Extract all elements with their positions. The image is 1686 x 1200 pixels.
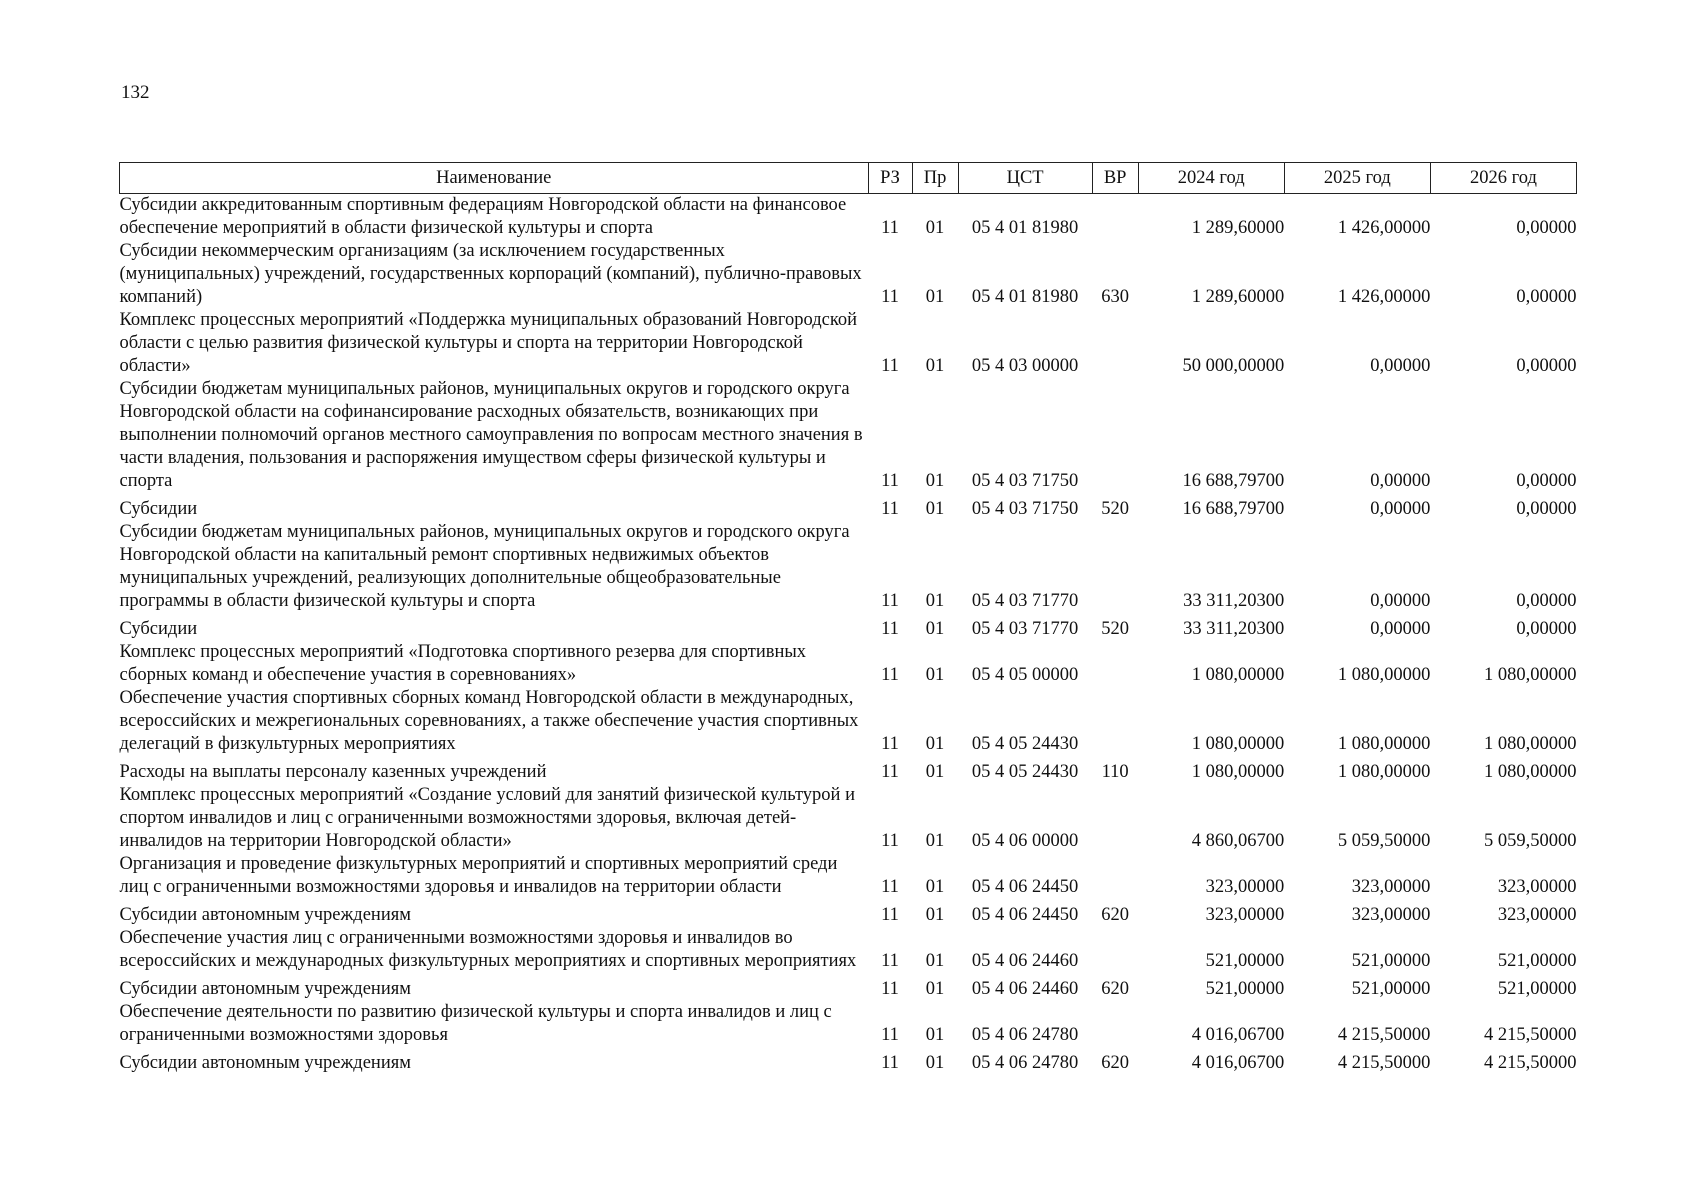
row-2026: 0,00000: [1516, 471, 1577, 491]
row-vr: [1092, 853, 1138, 899]
row-2024: 1 289,60000: [1191, 218, 1285, 238]
header-2024: 2024 год: [1138, 163, 1284, 194]
table-row: [120, 853, 1577, 899]
row-2025: 1 080,00000: [1337, 762, 1431, 782]
row-vr: [1092, 784, 1138, 853]
table-row: [120, 194, 1577, 241]
row-rz: 11: [881, 831, 899, 851]
row-2025: 0,00000: [1370, 619, 1431, 639]
row-pr: 01: [925, 287, 945, 307]
row-pr: 01: [925, 1025, 945, 1045]
row-pr: 01: [925, 591, 945, 611]
row-2025: 4 215,50000: [1337, 1025, 1431, 1045]
row-rz: 11: [881, 1025, 899, 1045]
table-row: [120, 687, 1577, 756]
row-2026: 4 215,50000: [1484, 1025, 1577, 1045]
row-name: Субсидии бюджетам муниципальных районов, муниципальных округов и городского округа Новгородской области на софинансирование расходных обязательств, возникающих при выполнении полномочий органов местного самоуправления по вопросам местного значения в части владения, пользования и распоряжения имуществом сферы физической культуры и спорта: [119, 379, 863, 491]
row-2025: 0,00000: [1370, 471, 1431, 491]
row-2024: 50 000,00000: [1182, 356, 1285, 376]
row-vr: [1092, 521, 1138, 613]
row-cst: 05 4 03 71770: [971, 591, 1079, 611]
row-2024: 323,00000: [1205, 877, 1285, 897]
header-2026: 2026 год: [1430, 163, 1576, 194]
row-vr: [1092, 378, 1138, 493]
row-cst: 05 4 03 00000: [971, 356, 1079, 376]
row-cst: 05 4 03 71750: [971, 471, 1079, 491]
row-rz: 11: [881, 1053, 899, 1073]
row-cst: 05 4 01 81980: [971, 287, 1079, 307]
row-vr: 620: [1101, 979, 1130, 999]
row-pr: 01: [925, 905, 945, 925]
row-2024: 1 080,00000: [1191, 734, 1285, 754]
row-pr: 01: [925, 499, 945, 519]
row-vr: 620: [1101, 1053, 1130, 1073]
row-vr: [1092, 927, 1138, 973]
page-number: 132: [121, 82, 150, 103]
row-2026: 0,00000: [1516, 287, 1577, 307]
row-name: Расходы на выплаты персоналу казенных учреждений: [119, 762, 547, 782]
row-2025: 0,00000: [1370, 499, 1431, 519]
row-2026: 5 059,50000: [1484, 831, 1577, 851]
row-cst: 05 4 06 00000: [971, 831, 1079, 851]
row-rz: 11: [881, 734, 899, 754]
row-2024: 4 016,06700: [1191, 1053, 1285, 1073]
row-name: Комплекс процессных мероприятий «Поддержка муниципальных образований Новгородской области с целью развития физической культуры и спорта на территории Новгородской области»: [119, 310, 858, 376]
row-2025: 323,00000: [1351, 877, 1431, 897]
row-cst: 05 4 03 71770: [971, 619, 1079, 639]
row-rz: 11: [881, 951, 899, 971]
row-2024: 521,00000: [1205, 979, 1285, 999]
row-pr: 01: [925, 734, 945, 754]
row-2025: 5 059,50000: [1337, 831, 1431, 851]
row-2024: 323,00000: [1205, 905, 1285, 925]
row-2026: 1 080,00000: [1484, 665, 1577, 685]
row-2025: 521,00000: [1351, 951, 1431, 971]
table-row: [120, 1047, 1577, 1075]
row-name: Организация и проведение физкультурных мероприятий и спортивных мероприятий среди лиц с ограниченными возможностями здоровья и инвалидов на территории области: [119, 854, 838, 897]
row-cst: 05 4 03 71750: [971, 499, 1079, 519]
header-name: Наименование: [120, 163, 869, 194]
row-rz: 11: [881, 499, 899, 519]
row-2025: 1 426,00000: [1337, 287, 1431, 307]
row-cst: 05 4 01 81980: [971, 218, 1079, 238]
row-cst: 05 4 06 24460: [971, 951, 1079, 971]
row-pr: 01: [925, 877, 945, 897]
table-row: [120, 240, 1577, 309]
row-pr: 01: [925, 665, 945, 685]
row-name: Субсидии бюджетам муниципальных районов, муниципальных округов и городского округа Новгородской области на капитальный ремонт спортивных недвижимых объектов муниципальных учреждений, реализующих дополнительные общеобразовательные программы в области физической культуры и спорта: [119, 522, 850, 611]
header-cst: ЦСТ: [958, 163, 1092, 194]
row-2024: 16 688,79700: [1182, 471, 1285, 491]
row-name: Обеспечение деятельности по развитию физической культуры и спорта инвалидов и лиц с ограниченными возможностями здоровья: [119, 1002, 832, 1045]
row-pr: 01: [925, 218, 945, 238]
row-vr: [1092, 687, 1138, 756]
row-rz: 11: [881, 905, 899, 925]
row-name: Субсидии: [119, 499, 198, 519]
row-2026: 0,00000: [1516, 619, 1577, 639]
row-2026: 521,00000: [1497, 979, 1577, 999]
row-2026: 0,00000: [1516, 218, 1577, 238]
row-cst: 05 4 06 24450: [971, 877, 1079, 897]
row-pr: 01: [925, 762, 945, 782]
table-body: [120, 194, 1577, 1076]
row-2024: 4 016,06700: [1191, 1025, 1285, 1045]
row-name: Обеспечение участия спортивных сборных команд Новгородской области в международных, всероссийских и межрегиональных соревнованиях, а также обеспечение участия спортивных делегаций в физкультурных мероприятиях: [119, 688, 859, 754]
row-rz: 11: [881, 356, 899, 376]
row-pr: 01: [925, 619, 945, 639]
row-rz: 11: [881, 471, 899, 491]
row-rz: 11: [881, 877, 899, 897]
row-vr: 520: [1101, 619, 1130, 639]
row-2025: 1 426,00000: [1337, 218, 1431, 238]
row-cst: 05 4 05 00000: [971, 665, 1079, 685]
row-name: Обеспечение участия лиц с ограниченными возможностями здоровья и инвалидов во всероссийских и международных физкультурных мероприятиях и спортивных мероприятиях: [119, 928, 857, 971]
row-rz: 11: [881, 979, 899, 999]
row-pr: 01: [925, 951, 945, 971]
row-name: Субсидии некоммерческим организациям (за исключением государственных (муниципальных) учреждений, государственных корпораций (компаний), публично-правовых компаний): [119, 241, 862, 307]
table-row: [120, 1001, 1577, 1047]
row-vr: [1092, 194, 1138, 241]
row-2024: 4 860,06700: [1191, 831, 1285, 851]
row-2025: 0,00000: [1370, 591, 1431, 611]
row-vr: [1092, 1001, 1138, 1047]
row-2024: 1 289,60000: [1191, 287, 1285, 307]
row-name: Комплекс процессных мероприятий «Создание условий для занятий физической культурой и спортом инвалидов и лиц с ограниченными возможностями здоровья, включая детей-инвалидов на территории Новгородской области»: [119, 785, 855, 851]
row-2025: 0,00000: [1370, 356, 1431, 376]
row-2026: 0,00000: [1516, 591, 1577, 611]
row-2026: 323,00000: [1497, 877, 1577, 897]
row-2026: 521,00000: [1497, 951, 1577, 971]
row-2024: 1 080,00000: [1191, 762, 1285, 782]
row-cst: 05 4 06 24460: [971, 979, 1079, 999]
header-vr: ВР: [1092, 163, 1138, 194]
row-vr: 630: [1101, 287, 1130, 307]
table-row: [120, 641, 1577, 687]
row-cst: 05 4 05 24430: [971, 762, 1079, 782]
row-rz: 11: [881, 665, 899, 685]
row-name: Субсидии автономным учреждениям: [119, 979, 411, 999]
row-2025: 323,00000: [1351, 905, 1431, 925]
row-2026: 1 080,00000: [1484, 762, 1577, 782]
table-row: [120, 899, 1577, 927]
row-name: Субсидии аккредитованным спортивным федерациям Новгородской области на финансовое обеспечение мероприятий в области физической культуры и спорта: [119, 195, 847, 238]
row-pr: 01: [925, 979, 945, 999]
row-cst: 05 4 05 24430: [971, 734, 1079, 754]
row-cst: 05 4 06 24780: [971, 1053, 1079, 1073]
row-2025: 1 080,00000: [1337, 665, 1431, 685]
row-2024: 33 311,20300: [1183, 591, 1285, 611]
row-2026: 0,00000: [1516, 499, 1577, 519]
table-row: [120, 521, 1577, 613]
row-2025: 521,00000: [1351, 979, 1431, 999]
row-2026: 323,00000: [1497, 905, 1577, 925]
row-vr: 520: [1101, 499, 1130, 519]
row-pr: 01: [925, 1053, 945, 1073]
table-row: [120, 784, 1577, 853]
row-vr: [1092, 641, 1138, 687]
table-header-row: [120, 163, 1577, 194]
table-row: [120, 927, 1577, 973]
row-pr: 01: [925, 356, 945, 376]
row-name: Субсидии автономным учреждениям: [119, 1053, 411, 1073]
row-vr: 620: [1101, 905, 1130, 925]
row-rz: 11: [881, 591, 899, 611]
row-pr: 01: [925, 471, 945, 491]
row-rz: 11: [881, 619, 899, 639]
row-2025: 4 215,50000: [1337, 1053, 1431, 1073]
row-vr: [1092, 309, 1138, 378]
row-2024: 33 311,20300: [1183, 619, 1285, 639]
row-2026: 1 080,00000: [1484, 734, 1577, 754]
row-2026: 0,00000: [1516, 356, 1577, 376]
row-name: Субсидии автономным учреждениям: [119, 905, 411, 925]
table-row: [120, 973, 1577, 1001]
row-name: Субсидии: [119, 619, 198, 639]
row-rz: 11: [881, 218, 899, 238]
row-cst: 05 4 06 24780: [971, 1025, 1079, 1045]
header-rz: РЗ: [868, 163, 912, 194]
row-pr: 01: [925, 831, 945, 851]
table-row: [120, 613, 1577, 641]
row-2024: 16 688,79700: [1182, 499, 1285, 519]
header-pr: Пр: [912, 163, 958, 194]
budget-table: [119, 162, 1577, 1075]
row-vr: 110: [1101, 762, 1129, 782]
header-2025: 2025 год: [1284, 163, 1430, 194]
table-row: [120, 493, 1577, 521]
row-rz: 11: [881, 287, 899, 307]
row-2025: 1 080,00000: [1337, 734, 1431, 754]
table-row: [120, 756, 1577, 784]
row-2024: 521,00000: [1205, 951, 1285, 971]
table-row: [120, 378, 1577, 493]
row-name: Комплекс процессных мероприятий «Подготовка спортивного резерва для спортивных сборных команд и обеспечение участия в соревнованиях»: [119, 642, 807, 685]
row-rz: 11: [881, 762, 899, 782]
row-2024: 1 080,00000: [1191, 665, 1285, 685]
row-2026: 4 215,50000: [1484, 1053, 1577, 1073]
table-row: [120, 309, 1577, 378]
row-cst: 05 4 06 24450: [971, 905, 1079, 925]
